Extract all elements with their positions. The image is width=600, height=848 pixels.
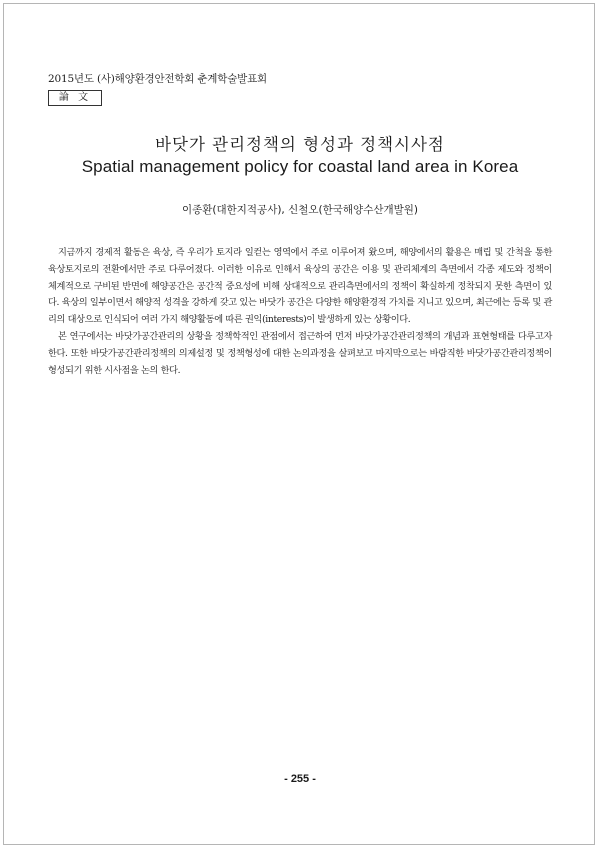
page-number: - 255 -	[284, 773, 316, 785]
article-type-label: 論 文	[48, 90, 102, 106]
abstract-paragraph: 지금까지 경제적 활동은 육상, 즉 우리가 토지라 일컫는 영역에서 주로 이루어져 왔으며, 해양에서의 활용은 매립 및 간척을 통한 육상토지로의 전환에서만 주로 다루어졌다. 이러한 이유로 인해서 육상의 공간은 이용 및 관리체계의 측면에서 각종 제도와 정책이 체계적으로 구비된 반면에 해양공간은 공간적 중요성에 비해 상대적으로 관리측면에서의 정책이 확실하게 정착되지 못한 측면이 있다. 육상의 일부이면서 해양적 성격을 강하게 갖고 있는 바닷가 공간은 다양한 해양환경적 가치를 지니고 있으며, 최근에는 등록 및 관리의 대상으로 인식되어 여러 가지 해양활동에 따른 권익(interests)이 발생하게 있는 상황이다.	[48, 247, 552, 326]
page-border	[3, 3, 595, 845]
abstract-body	[48, 245, 552, 379]
author-line: 이종환(대한지적공사), 신철오(한국해양수산개발원)	[181, 204, 419, 216]
korean-title: 바닷가 관리정책의 형성과 정책시사점	[155, 135, 445, 154]
conference-header: 2015년도 (사)해양환경안전학회 춘계학술발표회	[48, 73, 267, 85]
abstract-paragraph: 본 연구에서는 바닷가공간관리의 상황을 정책학적인 관점에서 접근하여 먼저 바닷가공간관리정책의 개념과 표현형태를 다루고자 한다. 또한 바닷가공간관리정책의 의제설정 및 정책형성에 대한 논의과정을 살펴보고 마지막으로는 바람직한 바닷가공간관리정책이 형성되기 위한 시사점을 논의 한다.	[48, 330, 552, 376]
english-title: Spatial management policy for coastal land area in Korea	[81, 157, 519, 176]
